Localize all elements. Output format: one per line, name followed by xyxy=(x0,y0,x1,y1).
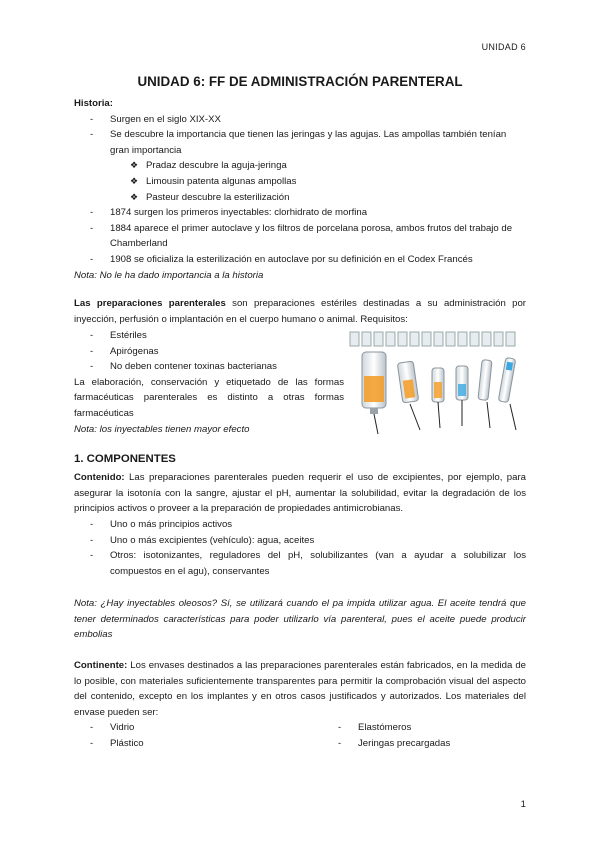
syringe-small-2 xyxy=(456,366,468,426)
list-item: - Se descubre la importancia que tienen las jeringas y las agujas. Las ampollas también tenían gran importancia xyxy=(74,127,526,158)
continente-paragraph: Continente: Los envases destinados a las preparaciones parenterales están fabricados, en la medida de lo posible, con materiales suficientemente transparentes para permitir la comprobación visual del aspecto del contenido, excepto en los implantes y en otros casos justificados y autorizados. Los materiales del envase pueden ser: xyxy=(74,660,526,718)
componentes-note: Nota: ¿Hay inyectables oleosos? Sí, se utilizará cuando el pa impida utilizar agua. El aceite tendrá que tener determinados características para poder utilizarlo vía parenteral, pues el aceite puede producir embolias xyxy=(74,598,526,641)
list-item: - 1874 surgen los primeros inyectables: clorhidrato de morfina xyxy=(74,205,526,221)
syringe-large xyxy=(362,352,386,434)
historia-note: Nota: No le ha dado importancia a la historia xyxy=(74,269,264,281)
section-componentes xyxy=(74,452,526,468)
prep-requirements xyxy=(74,328,344,437)
list-item: - Uno o más excipientes (vehículo): agua, aceites xyxy=(74,533,526,549)
syringe-thin xyxy=(478,360,492,428)
list-subitem: ❖ Pasteur descubre la esterilización xyxy=(74,190,526,206)
syringe-small xyxy=(432,368,444,428)
list-item: - Surgen en el siglo XIX-XX xyxy=(74,112,526,128)
list-item: - Uno o más principios activos xyxy=(74,517,526,533)
vials-row xyxy=(350,332,515,346)
historia-section xyxy=(74,96,526,283)
prep-note: Nota: los inyectables tienen mayor efecto xyxy=(74,423,250,435)
materials-right xyxy=(322,720,526,751)
syringe-thin-2 xyxy=(498,357,516,430)
list-subitem: ❖ Limousin patenta algunas ampollas xyxy=(74,174,526,190)
list-item: - 1908 se oficializa la esterilización en autoclave por su definición en el Codex Francés xyxy=(74,252,526,268)
list-subitem: ❖ Pradaz descubre la aguja-jeringa xyxy=(74,158,526,174)
list-item: - 1884 aparece el primer autoclave y los filtros de porcelana porosa, ambos frutos del trabajo de Chamberland xyxy=(74,221,526,252)
list-item: - Otros: isotonizantes, reguladores del pH, solubilizantes (van a ayudar a solubilizar los compuestos en el agu), conservantes xyxy=(74,548,526,579)
running-header: UNIDAD 6 xyxy=(481,42,526,52)
section-heading: 1. COMPONENTES xyxy=(74,453,176,465)
list-item: - Apirógenas xyxy=(74,344,344,360)
prep-paragraph: La elaboración, conservación y etiquetado de las formas farmacéuticas parenterales es distinto a otras formas farmacéuticas xyxy=(74,376,344,419)
list-item: - No deben contener toxinas bacterianas xyxy=(74,359,344,375)
syringe-medium xyxy=(397,361,420,430)
syringes-image xyxy=(348,330,526,436)
list-item: - Elastómeros xyxy=(322,720,526,736)
diamond-bullet-icon: ❖ xyxy=(130,175,139,186)
list-item: - Plástico xyxy=(74,736,294,752)
materials-left xyxy=(74,720,294,751)
contenido-paragraph: Contenido: Las preparaciones parenterales pueden requerir el uso de excipientes, por ejemplo, para asegurar la isotonía con la sangre, ajustar el pH, aumentar la solubilidad, evitar la degradación de los principios activos o proveer a la preparación de propiedades antimicrobianas. xyxy=(74,472,526,515)
diamond-bullet-icon: ❖ xyxy=(130,191,139,202)
list-item: - Vidrio xyxy=(74,720,294,736)
prep-intro: Las preparaciones parenterales son preparaciones estériles destinadas a su administración por inyección, perfusión o implantación en el cuerpo humano o animal. Requisitos: xyxy=(74,298,526,325)
list-item: - Jeringas precargadas xyxy=(322,736,526,752)
contenido-list xyxy=(74,517,526,579)
diamond-bullet-icon: ❖ xyxy=(130,160,139,171)
historia-label: Historia: xyxy=(74,98,113,109)
page-title: UNIDAD 6: FF DE ADMINISTRACIÓN PARENTERAL xyxy=(137,74,463,89)
page-number: 1 xyxy=(520,799,526,810)
list-item: - Estériles xyxy=(74,328,344,344)
